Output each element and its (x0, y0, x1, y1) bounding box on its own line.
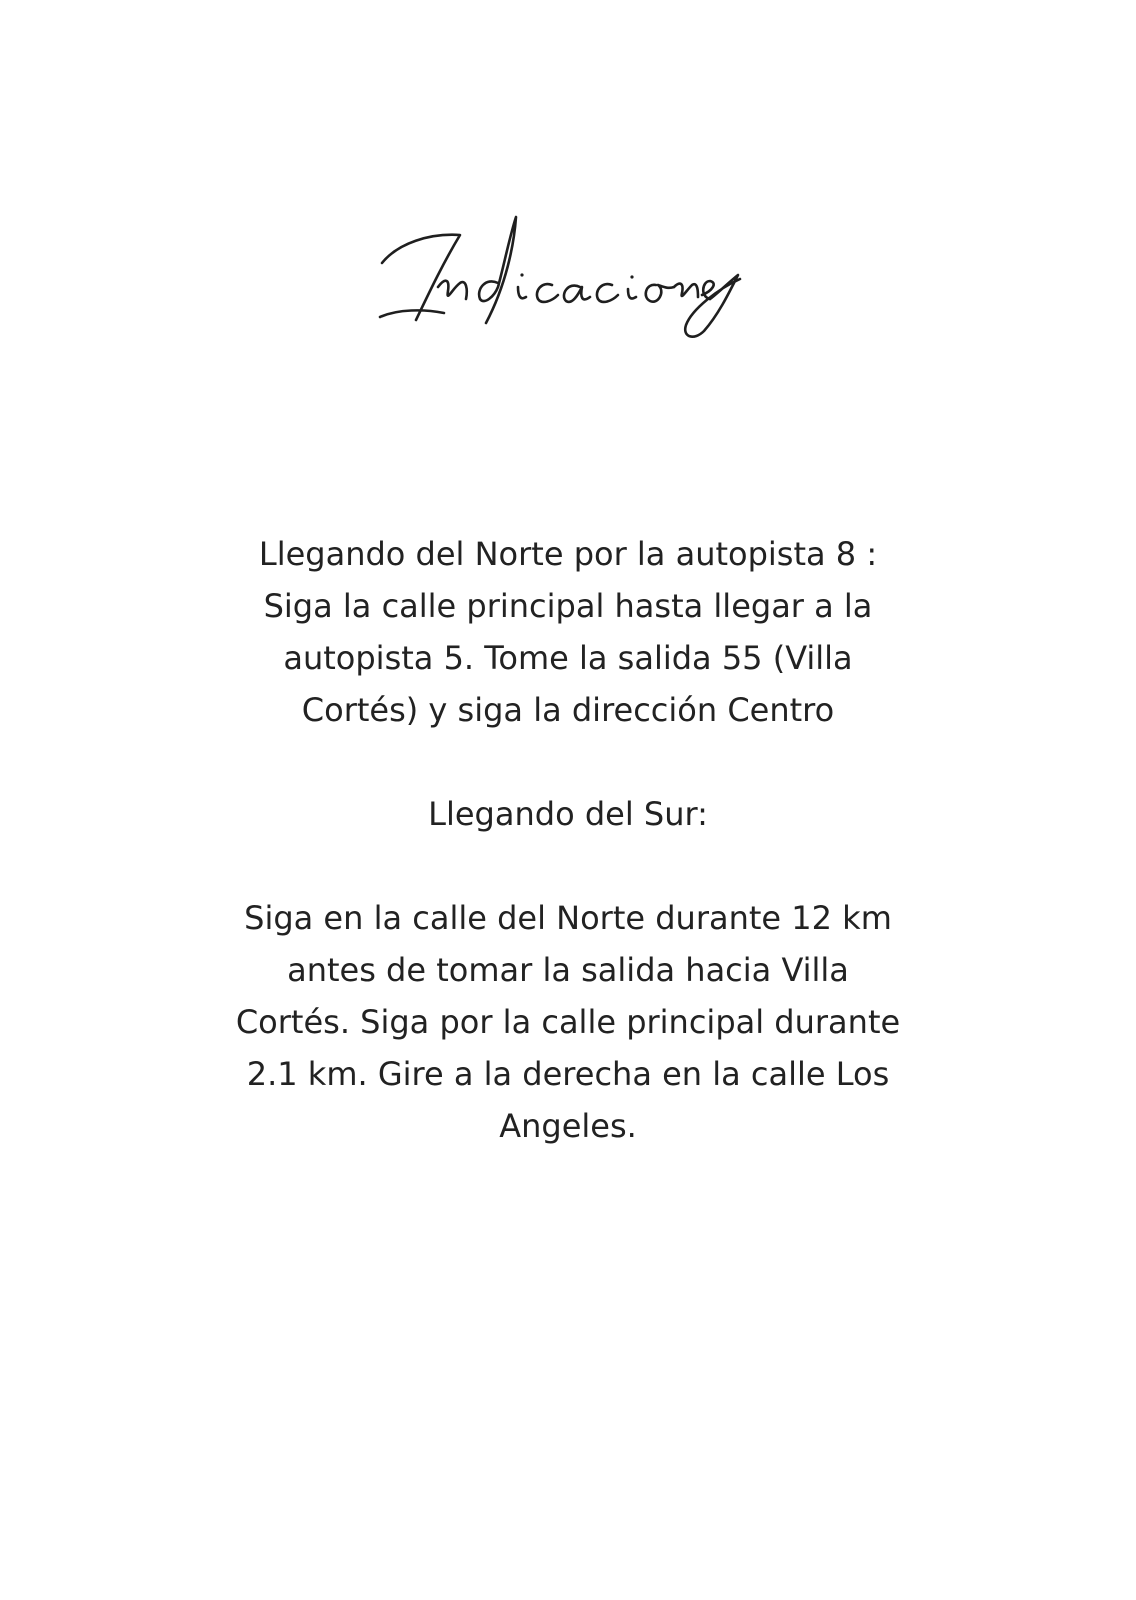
south-directions: Siga en la calle del Norte durante 12 km antes de tomar la salida hacia Villa Cortés. Siga por la calle principal durante 2.1 km. Gire a la derecha en la calle Los Angeles. (235, 899, 901, 1145)
directions-text (168, 528, 968, 1152)
south-heading: Llegando del Sur: (428, 795, 708, 833)
spacer (168, 736, 968, 788)
title-script-lettering (368, 205, 768, 355)
north-directions: Llegando del Norte por la autopista 8 : Siga la calle principal hasta llegar a la autopista 5. Tome la salida 55 (Villa Cortés) y siga la dirección Centro (258, 535, 878, 729)
page-title (368, 205, 768, 355)
spacer (168, 840, 968, 892)
